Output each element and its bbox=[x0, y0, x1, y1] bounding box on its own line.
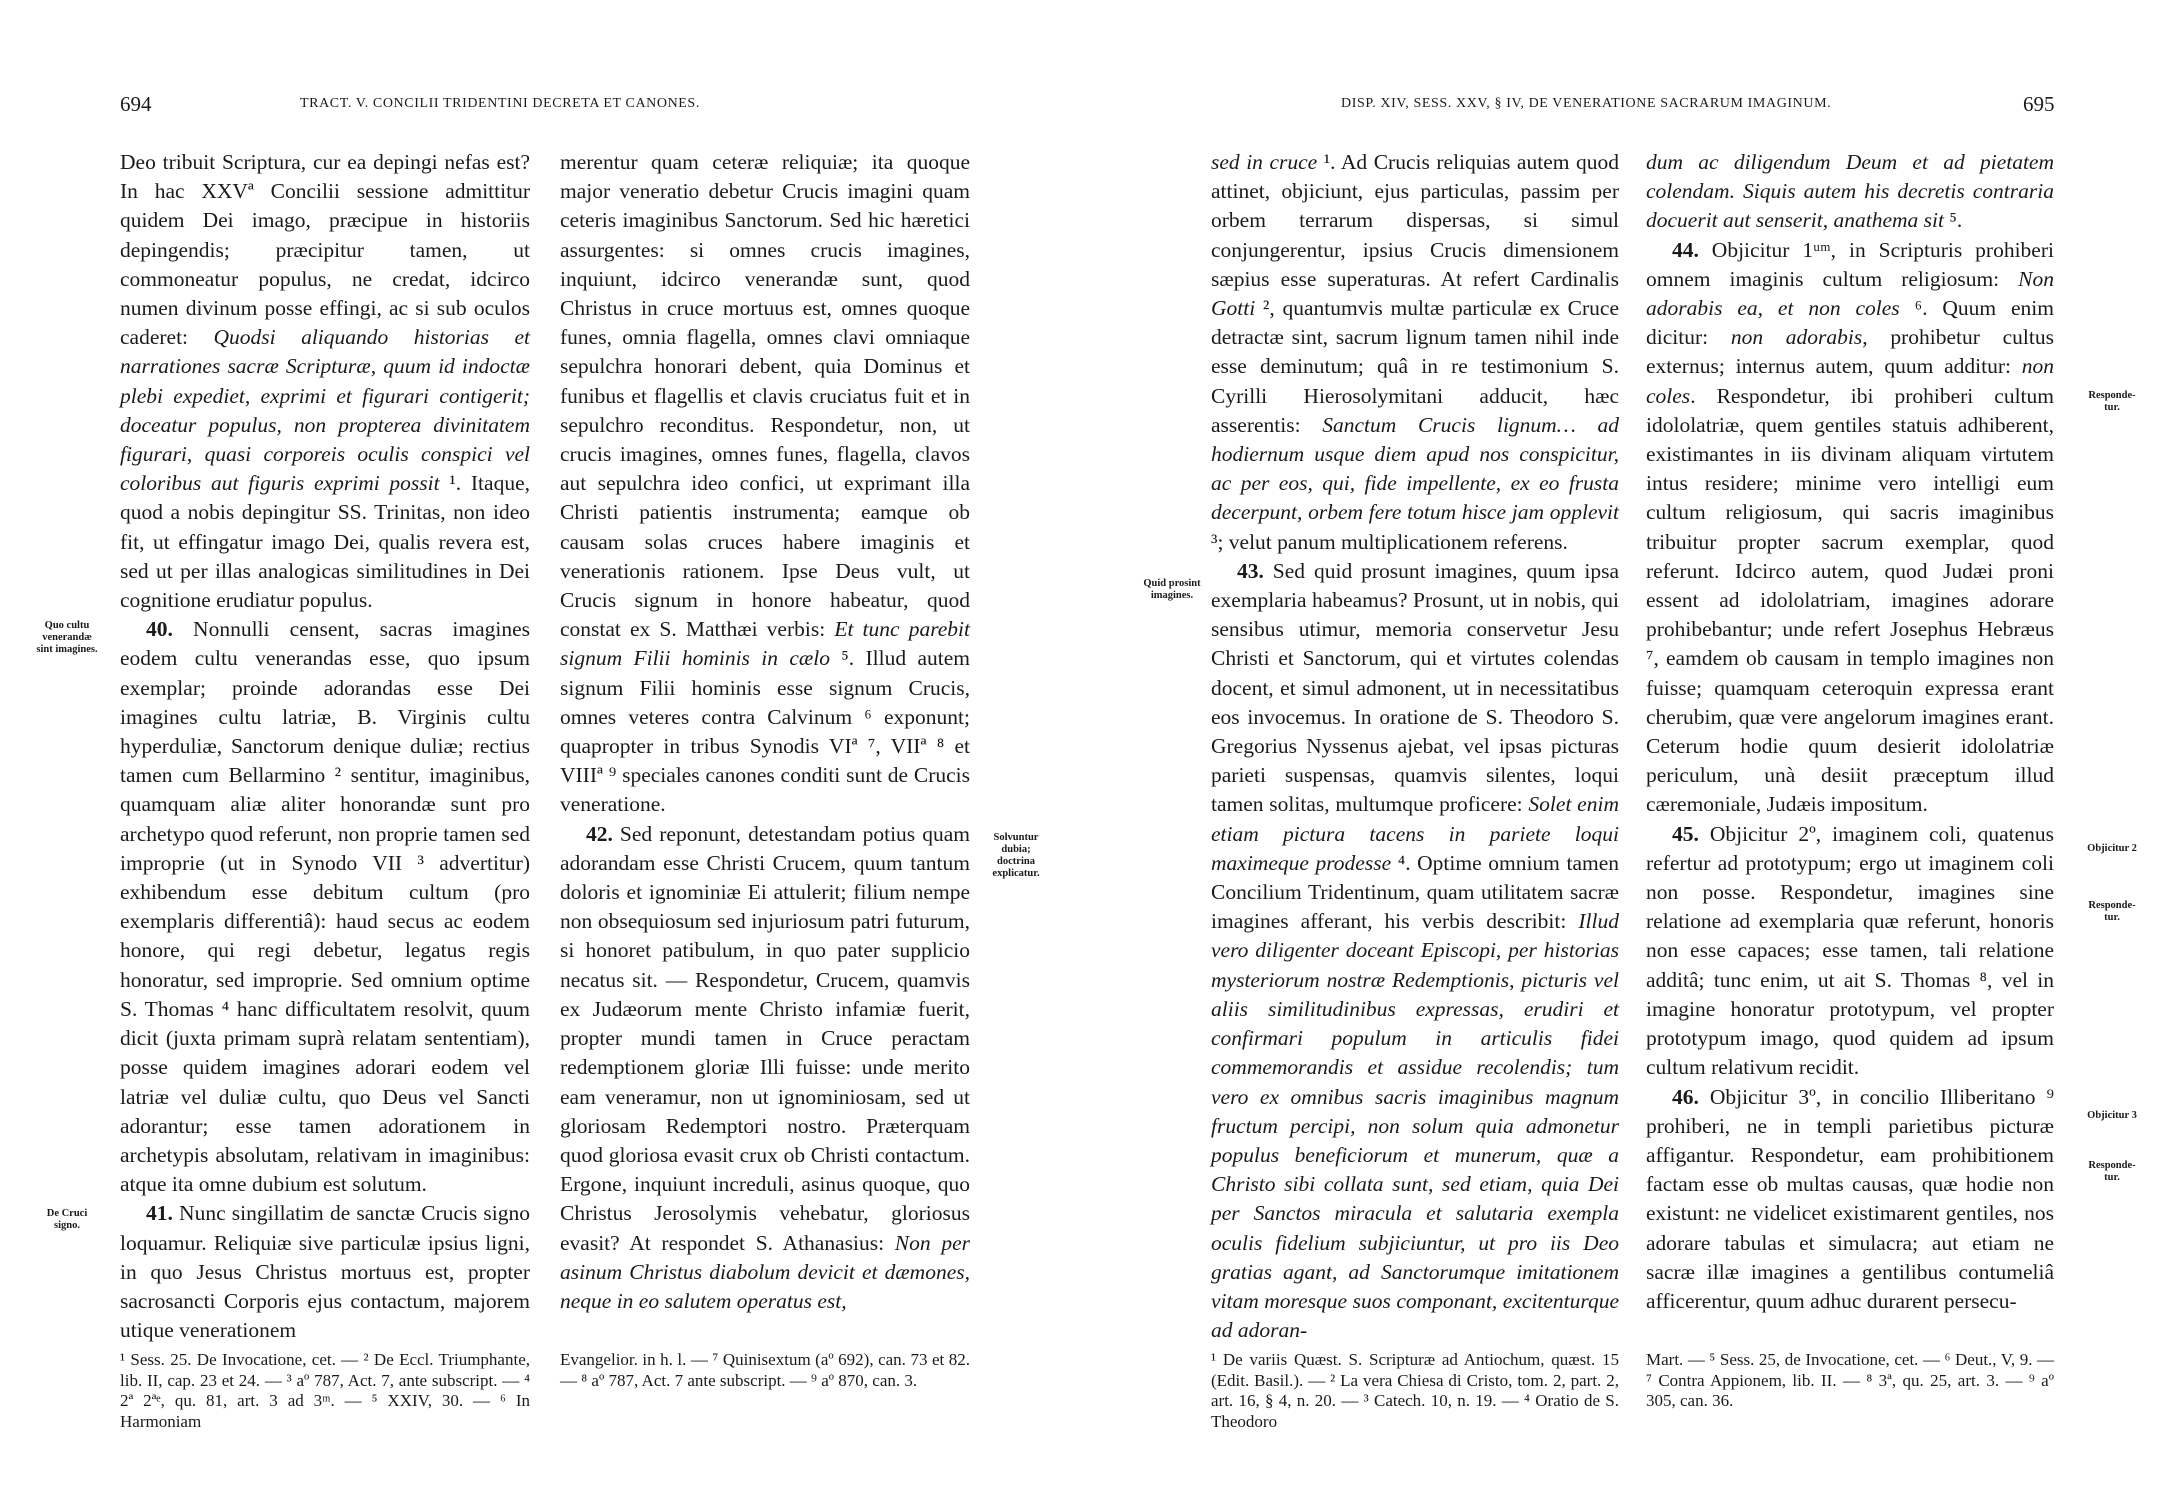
paragraph-text: ¹. Ad Crucis reliquias autem quod attinet, objiciunt, ejus particulas, passim per orbem terrarum dispersas, si simul conjungerentur, ipsius Crucis dimensionem sæpius esse superaturas. At refert Cardinalis bbox=[1211, 150, 1619, 291]
footnotes bbox=[560, 1350, 970, 1391]
marginal-note: De Cruci signo. bbox=[46, 1208, 88, 1231]
footnotes bbox=[1646, 1350, 2054, 1412]
paragraph-number: 45. bbox=[1672, 821, 1699, 846]
paragraph-number: 41. bbox=[146, 1201, 173, 1226]
quotation: Sanctum Crucis lignum… ad hodiernum usque diem apud nos conspicitur, ac per eos, qui, fide impellente, ex eo frusta decerpunt, orbem fere totum hisce jam opplevit bbox=[1211, 412, 1620, 525]
paragraph-number: 40. bbox=[146, 617, 173, 642]
quotation: non adorabis bbox=[1730, 325, 1863, 350]
paragraph-number: 43. bbox=[1237, 558, 1264, 583]
quotation: non coles bbox=[1646, 354, 2054, 408]
footnotes bbox=[120, 1350, 530, 1432]
footnote-text: Evangelior. in h. l. — ⁷ Quinisextum (aº 692), can. 73 et 82. — ⁸ aº 787, Act. 7 ante subscript. — ⁹ aº 870, can. 3. bbox=[560, 1350, 970, 1390]
paragraph-text: Sed reponunt, detestandam potius quam adorandam esse Christi Crucem, quum tantum doloris et ignominiæ Ei attulerit; filium nempe non obsequiosum sed injuriosum patri futurum, si honoret patibulum, in quo pater supplicio necatus sit. — Respondetur, Crucem, quamvis ex Judæorum mente Christo infamiæ fuerit, propter mundi tamen in Cruce peractam redemptionem gloriæ Illi fuisse: unde merito eam veneramur, non ut ignominiosam, sed ut gloriosam Redemptori nostro. Præterquam quod gloriosa evasit crux ob Christi contactum. Ergone, inquiunt increduli, asinus quoque, quo Christus Jerosolymis vehebatur, gloriosus evasit? At respondet S. Athanasius: bbox=[560, 821, 970, 1255]
footnote-text: Mart. — ⁵ Sess. 25, de Invocatione, cet. — ⁶ Deut., V, 9. — ⁷ Contra Appionem, lib. II. — ⁸ 3ª, qu. 25, art. 3. — ⁹ aº 305, can. 36. bbox=[1646, 1350, 2054, 1410]
paragraph-text: Deo tribuit Scriptura, cur ea depingi nefas est? In hac XXVª Concilii sessione admittitur quidem Dei imago, præcipue in historiis depingendis; præcipitur tamen, ut commoneatur populus, ne credat, idcirco numen divinum posse effingi, ac si sub oculos caderet: bbox=[120, 150, 530, 350]
paragraph-number: 42. bbox=[586, 821, 613, 846]
quotation: Solet enim etiam pictura tacens in pariete loqui maximeque prodesse bbox=[1211, 792, 1619, 875]
paragraph-text: ⁴. Optime omnium tamen Concilium Tridentinum, quam utilitatem sacræ imagines afferant, his verbis describit: bbox=[1211, 850, 1619, 934]
paragraph-text: merentur quam ceteræ reliquiæ; ita quoque major veneratio debetur Crucis imagini quam ceteris imaginibus Sanctorum. Sed hic hæretici assurgentes: si omnes crucis imagines, inquiunt, idcirco venerandæ sunt, quod Christus in cruce mortuus est, omnes quoque funes, omnia flagella, omnes clavi omniaque sepulchra honorari debent, quia Dominus et funibus et flagellis et clavis cruciatus fuit et in sepulchro reconditus. Respondetur, non, ut crucis imagines, omnes funes, flagella, clavos aut sepulchra ideo confici, ut exprimant illa Christi patientis instrumenta; eamque ob causam solas cruces habere imaginis et venerationis rationem. Ipse Deus vult, ut Crucis signum in honore habeatur, quod constat ex S. Matthæi verbis: bbox=[560, 150, 970, 642]
text-column bbox=[120, 148, 530, 1345]
quotation: Quodsi aliquando historias et narrationes sacræ Scripturæ, quum id indoctæ plebi expediet, exprimi et figurari contigerit; doceatur populus, non propterea divinitatem figurari, quasi corporeis oculis conspici vel coloribus aut figuris exprimi possit bbox=[120, 325, 530, 496]
paragraph-text: Objicitur 2º, imaginem coli, quatenus refertur ad prototypum; ergo ut imaginem coli non posse. Respondetur, imagines sine relatione ad exemplaria quæ referunt, honoris non esse capaces; esse tamen, tali relatione additâ; tunc enim, ut ait S. Thomas ⁸, vel in imagine honoratur prototypum, vel propter prototypum imago, quod quidem ad ipsum cultum relativum recidit. bbox=[1646, 821, 2054, 1080]
paragraph-text: ⁶. Quum enim dicitur: bbox=[1646, 296, 2054, 350]
paragraph-number: 46. bbox=[1672, 1084, 1699, 1109]
page-number: 695 bbox=[2023, 92, 2055, 116]
quotation: Et tunc parebit signum Filii hominis in cælo bbox=[560, 617, 971, 671]
paragraph-text: , prohibetur cultus externus; internus autem, quum additur: bbox=[1646, 325, 2054, 379]
paragraph-text: Sed quid prosunt imagines, quum ipsa exemplaria habeamus? Prosunt, ut in nobis, qui sensibus utimur, memoria conservetur Jesu Christi et Sanctorum, qui et virtutes colendas docent, et simul admonent, ut in necessitatibus eos invocemus. In oratione de S. Theodoro S. Gregorius Nyssenus ajebat, vel ipsas picturas parieti suspensas, quamvis silentes, loqui tamen solitas, multumque proficere: bbox=[1211, 558, 1619, 817]
marginal-note: Objicitur 3 bbox=[2087, 1110, 2137, 1121]
quotation: Non adorabis ea, et non coles bbox=[1646, 266, 2054, 321]
paragraph-text: Nonnulli censent, sacras imagines eodem cultu venerandas esse, quo ipsum exemplar; proinde adorandas esse Dei imagines cultu latriæ, B. Virginis cultu hyperduliæ, Sanctorum denique duliæ; rectius tamen cum Bellarmino ² sentitur, imaginibus, quamquam aliæ aliter honorandæ sunt pro archetypo quod referunt, non proprie tamen sed improprie (ut in Synodo VII ³ advertitur) exhibendum esse debitum cultum (pro exemplaris differentiâ): haud secus ac eodem honore, qui regi debetur, legatus regis honoratur, sed improprie. Sed omnium optime S. Thomas ⁴ hanc difficultatem resolvit, quum dicit (juxta primam suprà relatam sententiam), posse quidem imagines adorari eodem vel latriæ vel duliæ cultu, quo Deus vel Sancti adorantur; esse tamen adorationem in archetypis absolutam, relativam in imaginibus: atque ita omne dubium est solutum. bbox=[120, 617, 530, 1197]
author-name: Gotti bbox=[1211, 296, 1256, 321]
page-number: 694 bbox=[120, 92, 152, 116]
paragraph-number: 44. bbox=[1672, 237, 1699, 262]
right-page bbox=[1091, 0, 2182, 1500]
footnote-text: ¹ Sess. 25. De Invocatione, cet. — ² De Eccl. Triumphante, lib. II, cap. 23 et 24. — ³ aº 787, Act. 7, ante subscript. — ⁴ 2ª 2ªᵉ, qu. 81, art. 3 ad 3ᵐ. — ⁵ XXIV, 30. — ⁶ In Harmoniam bbox=[120, 1350, 530, 1431]
marginal-note: Responde-tur. bbox=[2088, 390, 2136, 413]
paragraph-text: . Respondetur, ibi prohiberi cultum idololatriæ, quem gentiles statuis adhiberent, existimantes in iis divinam aliquam virtutem intus residere; minime vero intelligi eum cultum religiosum, qui sacris imaginibus tribuitur propter sacrum exemplar, quod referunt. Idcirco autem, quod Judæi proni essent ad idololatriam, imagines adorare prohibebantur; unde refert Josephus Hebræus ⁷, eamdem ob causam in templo imagines non fuisse; quamquam ceteroquin expressa erant cherubim, quæ vere angelorum imagines erant. Ceterum hodie quum desierit idololatriæ periculum, unà desiit præceptum illud cæremoniale, Judæis impositum. bbox=[1646, 383, 2054, 817]
marginal-note: Quid prosint imagines. bbox=[1143, 578, 1201, 601]
footnote-text: ¹ De variis Quæst. S. Scripturæ ad Antiochum, quæst. 15 (Edit. Basil.). — ² La vera Chiesa di Cristo, tom. 2, part. 2, art. 16, § 4, n. 20. — ³ Catech. 10, n. 19. — ⁴ Oratio de S. Theodoro bbox=[1211, 1350, 1619, 1431]
text-column bbox=[1646, 148, 2054, 1316]
paragraph-text: Nunc singillatim de sanctæ Crucis signo loquamur. Reliquiæ sive particulæ ipsius ligni, in quo Jesus Christus mortuus est, propter sacrosancti Corporis ejus contactum, majorem utique venerationem bbox=[120, 1201, 530, 1343]
quotation: sed in cruce bbox=[1211, 150, 1318, 174]
paragraph-text: Objicitur 1ᵘᵐ, in Scripturis prohiberi omnem imaginis cultum religiosum: bbox=[1646, 237, 2054, 291]
paragraph-text: ¹. Itaque, quod a nobis depingitur SS. Trinitas, non ideo fit, ut effingatur imago Dei, qualis revera est, sed ut per illas analogicas similitudines in Dei cognitione erudiatur populus. bbox=[120, 471, 530, 613]
quotation: dum ac diligendum Deum et ad pietatem colendam. Siquis autem his decretis contraria docuerit aut senserit, anathema sit bbox=[1646, 150, 2054, 233]
paragraph-text: Objicitur 3º, in concilio Illiberitano ⁹ prohiberi, ne in templi parietibus picturæ affigantur. Respondetur, eam prohibitionem factam esse ob multas causas, quæ hodie non existunt: ne videlicet existimarent gentiles, nos adorare tabulas et simulacra; aut etiam ne sacræ illæ imagines a gentilibus contumeliâ afficerentur, quum adhuc durarent persecu- bbox=[1646, 1084, 2054, 1313]
text-column bbox=[1211, 148, 1619, 1345]
marginal-note: Responde-tur. bbox=[2088, 1160, 2136, 1183]
footnotes bbox=[1211, 1350, 1619, 1432]
marginal-note: Quo cultu venerandæ sint imagines. bbox=[36, 620, 98, 655]
quotation: Non per asinum Christus diabolum devicit et dæmones, neque in eo salutem operatus est, bbox=[560, 1230, 971, 1313]
quotation: Illud vero diligenter doceant Episcopi, per historias mysteriorum nostræ Redemptionis, picturis vel aliis similitudinibus expressas, erudiri et confirmari populum in articulis fidei commemorandis et assidue recolendis; tum vero ex omnibus sacris imaginibus magnum fructum percipi, non solum quia admonetur populus beneficiorum et munerum, quæ a Christo sibi collata sunt, sed etiam, quia Dei per Sanctos miracula et salutaria exempla oculis fidelium subjiciuntur, ut pro iis Deo gratias agant, ad Sanctorumque imitationem vitam moresque suos componant, excitenturque ad adoran- bbox=[1211, 909, 1619, 1343]
marginal-note: Objicitur 2 bbox=[2087, 843, 2137, 854]
running-head: DISP. XIV, SESS. XXV, § IV, DE VENERATIONE SACRARUM IMAGINUM. bbox=[1341, 96, 1832, 111]
paragraph-text: ², quantumvis multæ particulæ ex Cruce detractæ sint, sacrum lignum tamen nihil inde esse deminutum; quâ in re testimonium S. Cyrilli Hierosolymitani adducit, hæc asserentis: bbox=[1211, 296, 1619, 437]
paragraph-text: ³; velut panum multiplicationem referens. bbox=[1211, 529, 1568, 554]
marginal-note: Responde-tur. bbox=[2088, 900, 2136, 923]
paragraph-text: ⁵. bbox=[1944, 208, 1963, 233]
marginal-note: Solvuntur dubia; doctrina explicatur. bbox=[992, 832, 1040, 879]
running-head: TRACT. V. CONCILII TRIDENTINI DECRETA ET CANONES. bbox=[300, 96, 700, 111]
paragraph-text: ⁵. Illud autem signum Filii hominis esse signum Crucis, omnes veteres contra Calvinum ⁶ exponunt; quapropter in tribus Synodis VIª ⁷, VIIª ⁸ et VIIIª ⁹ speciales canones conditi sunt de Crucis veneratione. bbox=[560, 646, 970, 817]
text-column bbox=[560, 148, 970, 1316]
